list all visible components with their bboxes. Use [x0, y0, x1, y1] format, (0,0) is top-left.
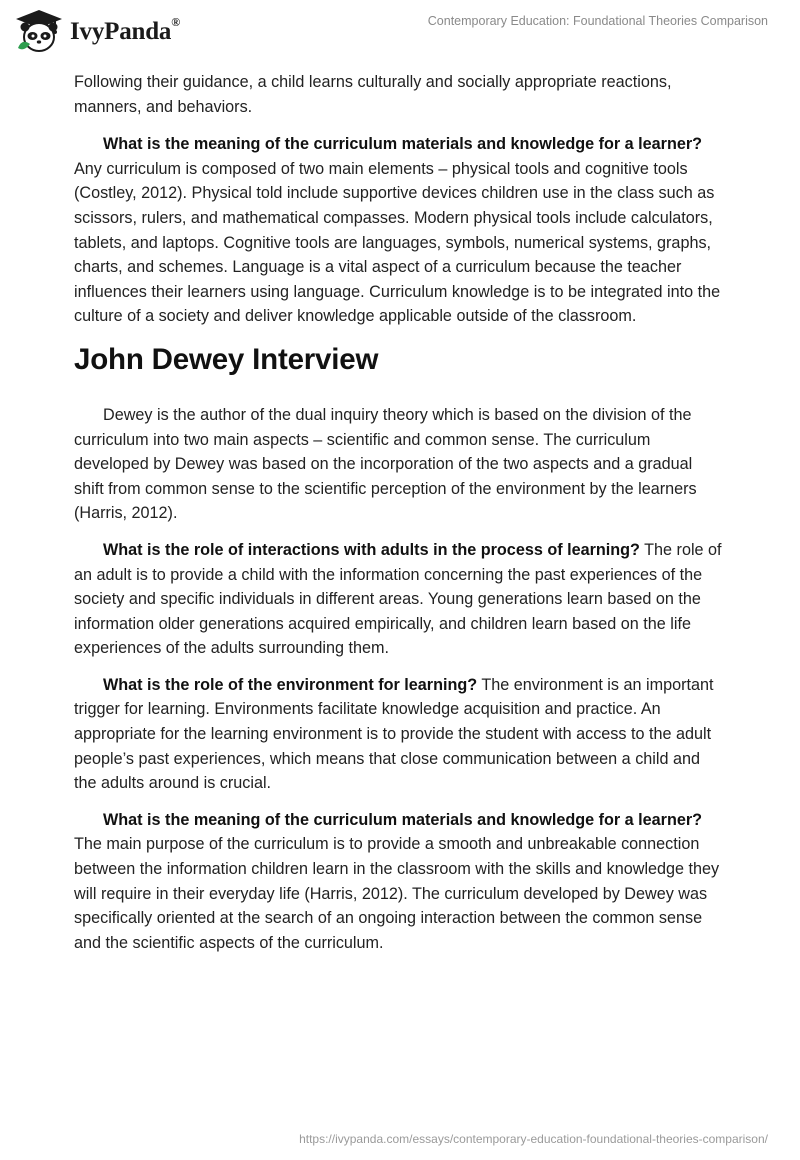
question-text: What is the role of the environment for learning? — [103, 675, 478, 694]
section-heading: John Dewey Interview — [74, 342, 379, 376]
document-title: Contemporary Education: Foundational Theories Comparison — [427, 14, 768, 28]
answer-text: Any curriculum is composed of two main elements – physical tools and cognitive tools (Costley, 2012). Physical told include supportive devices children use in the class such as scissors, rulers, and mathematical compasses. Modern physical tools include calculators, tablets, and laptops. Cognitive tools are languages, symbols, numerical systems, graphs, charts, and schemes. Language is a vital aspect of a curriculum because the teacher influences their learners using language. Curriculum knowledge is to be integrated into the culture of a society and deliver knowledge applicable outside of the classroom. — [74, 159, 721, 326]
question-text: What is the meaning of the curriculum materials and knowledge for a learner? — [103, 810, 703, 829]
question-text: What is the role of interactions with adults in the process of learning? — [103, 540, 640, 559]
source-url-link[interactable]: https://ivypanda.com/essays/contemporary-education-foundational-theories-comparison/ — [299, 1132, 768, 1146]
panda-graduate-icon — [14, 8, 64, 54]
answer-text: The main purpose of the curriculum is to provide a smooth and unbreakable connection between the information children learn in the classroom with the skills and knowledge they will require in their everyday life (Harris, 2012). The curriculum developed by Dewey was specifically oriented at the search of an ongoing interaction between the common sense and the scientific aspects of the curriculum. — [74, 835, 720, 952]
question-text: What is the meaning of the curriculum materials and knowledge for a learner? — [103, 135, 703, 154]
essay-body — [74, 70, 726, 967]
answer-text: The role of an adult is to provide a child with the information concerning the past experiences of the society and specific individuals in different areas. Young generations learn based on the information older generations acquired empirically, and children learn based on the life experiences of the adults surrounding them. — [74, 540, 722, 658]
paragraph-dewey-intro: Dewey is the author of the dual inquiry theory which is based on the division of the curriculum into two main aspects – scientific and common sense. The curriculum developed by Dewey was based on the incorporation of the two aspects and a gradual shift from common sense to the scientific perception of the environment by the learners (Harris, 2012). — [74, 405, 697, 523]
paragraph-question-curriculum-1 — [74, 132, 726, 329]
paragraph-intro: Following their guidance, a child learns culturally and socially appropriate reactions, manners, and behaviors. — [74, 73, 672, 116]
answer-text: The environment is an important trigger for learning. Environments facilitate knowledge acquisition and practice. An appropriate for the learning environment is to provide the student with access to the adult people’s past experiences, which means that close communication between a child and the adults around is crucial. — [74, 675, 714, 793]
ivypanda-logo[interactable] — [14, 8, 180, 54]
paragraph-question-adults — [74, 538, 726, 661]
paragraph-question-curriculum-2 — [74, 808, 726, 956]
page-header — [0, 0, 800, 60]
paragraph-question-environment — [74, 673, 726, 796]
logo-wordmark: IvyPanda® — [70, 14, 180, 45]
